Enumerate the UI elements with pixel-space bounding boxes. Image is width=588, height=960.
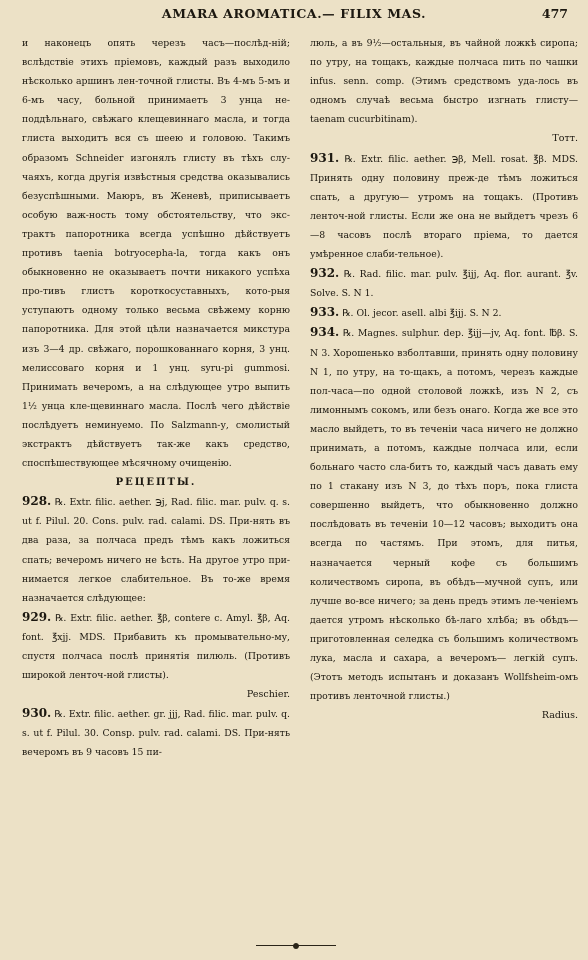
right-column: [310, 34, 578, 725]
recipes-heading: РЕЦЕПТЫ.: [115, 477, 197, 489]
recipe-928: [22, 492, 290, 608]
recipe-number: 933.: [310, 305, 340, 320]
continued-text: люль, а въ 9½—остальныя, въ чайной ложкѣ сиропа; по утру, на тощакъ, каждые полчаса пить по чашки infus. senn. comp. (Этимъ средствомъ уда-лось въ одномъ случаѣ весьма быстро изгнать глисту—taenam cucurbitinam).: [310, 38, 578, 126]
recipe-929: [22, 608, 290, 685]
rule-ornament: [293, 943, 299, 949]
running-header: [20, 6, 568, 30]
recipe-text: ℞. Ol. jecor. asell. albi ℥ijj. S. N 2.: [342, 308, 502, 320]
recipe-text: ℞. Extr. filic. aether. ℥β, contere c. Amyl. ℥β, Aq. font. ℥xjj. MDS. Прибавить къ промывательно-му, спустя полчаса послѣ принятiя пилюль. (Противъ широкой ленточ-ной глисты).: [22, 612, 290, 682]
left-column: [22, 34, 290, 763]
recipe-number: 931.: [310, 150, 340, 165]
recipe-text: ℞. Extr. filic. aether. gr. jjj, Rad. filic. mar. pulv. q. s. ut f. Pilul. 30. Consp. pulv. rad. calami. DS. При-нять вечеромъ въ 9 часовъ 15 пи-: [22, 709, 290, 759]
page-number: 477: [541, 6, 568, 21]
recipe-text: ℞. Extr. filic. aether. ℈β, Mell. rosat. ℥β. MDS. Принять одну половину преж-де тѣмъ ложиться спать, а другую— утромъ на тощакъ. (Противъ ленточ-ной глисты. Если же она не выйдетъ чрезъ 6—8 часовъ послѣ втораго прiема, то дается умѣренное слаби-тельное).: [310, 153, 578, 261]
recipe-930: [22, 704, 290, 762]
author-signature: Radius.: [541, 710, 578, 722]
body-paragraph: и наконецъ опять черезъ часъ—послѣд-нiй; вслѣдствiе этихъ прiемовъ, каждый разъ выходило нѣсколько аршинъ лен-точной глисты. Въ 4-мъ 5-мъ и 6-мъ часу, больной принимаетъ 3 унца не-поддѣльнаго, свѣжаго клещевиннаго масла, и тогда глиста выходитъ вся съ шеею и головою. Такимъ образомъ Schneider изгонялъ глисту въ тѣхъ слу-чаяхъ, когда другiя извѣстныя средства оказывались безуспѣшными. Маюръ, въ Женевѣ, приписываетъ особую важ-ность тому обстоятельству, что экс-трактъ папоротника всегда успѣшно дѣйствуетъ противъ taenia botryocepha-la, тогда какъ онъ обыкновенно не оказываетъ почти никакого успѣха про-тивъ глистъ короткосуставныхъ, кото-рыя уступаютъ одному только весьма свѣжему корню папоротника. Для этой цѣли назначается микстура изъ 3—4 др. свѣжаго, порошкованнаго корня, 3 унц. мелиссоваго корня и 1 унц. syru-pi gummosi. Принимать вечеромъ, а на слѣдующее утро выпить 1½ унца кле-щевиннаго масла. Послѣ чего дѣйствiе послѣдуетъ неминуемо. По Salzmann-у, смолистый экстрактъ дѣйствуетъ так-же какъ средство, споспѣшествующее мѣсячному очищенiю.: [22, 38, 290, 470]
recipe-text: ℞. Magnes. sulphur. dep. ℥ijj—jv, Aq. font. ℔β. S. N 3. Хорошенько взболтавши, принять одну половину N 1, по утру, на то-щакъ, а потомъ, черезъ каждые пол-часа—по одной столовой ложкѣ, изъ N 2, съ лимоннымъ сокомъ, или безъ онаго. Когда же все это масло выйдетъ, то въ теченiи часа ничего не должно принимать, а потомъ, каждые полчаса или, если больнаго часто сла-битъ то, каждый часъ давать ему по 1 стакану изъ N 3, до тѣхъ поръ, пока глиста совершенно выйдетъ, что обыкновенно должно послѣдовать въ теченiи 10—12 часовъ; выходитъ она всегда по частямъ. При этомъ, для питья, назначается черный кофе съ большимъ количествомъ сиропа, въ обѣдъ—мучной супъ, или лучше во-все ничего; за день предъ этимъ ле-ченiемъ дается утромъ нѣсколько бѣ-лаго хлѣба; въ обѣдъ—приготовленная селедка съ большимъ количествомъ лука, масла и сахара, а вечеромъ— легкiй супъ. (Этотъ методъ испытанъ и доказанъ Wollfsheim-омъ противъ ленточной глисты.): [310, 328, 578, 703]
recipe-number: 928.: [22, 494, 52, 509]
author-signature: Тотт.: [552, 133, 578, 145]
ornamental-rule: [256, 944, 336, 948]
recipe-number: 934.: [310, 325, 340, 340]
page-title: AMARA AROMATICA.— FILIX MAS.: [161, 6, 427, 21]
recipe-number: 930.: [22, 706, 52, 721]
recipe-text: ℞. Extr. filic. aether. ℈j, Rad. filic. mar. pulv. q. s. ut f. Pilul. 20. Cons. pulv. rad. calami. DS. При-нять въ два раза, за полчаса предъ тѣмъ какъ ложиться спать; вечеромъ ничего не ѣсть. На другое утро при-нимается легкое слабительное. Въ то-же время назначается слѣдующее:: [22, 497, 290, 604]
recipe-number: 929.: [22, 609, 52, 624]
recipe-text: ℞. Rad. filic. mar. pulv. ℥ijj, Aq. flor. aurant. ℥v. Solve. S. N 1.: [310, 269, 578, 300]
recipe-931: [310, 149, 578, 265]
recipe-number: 932.: [310, 266, 340, 281]
recipe-932: [310, 264, 578, 303]
author-signature: Peschier.: [246, 689, 290, 701]
recipe-933: [310, 303, 578, 323]
recipe-934: [310, 323, 578, 706]
